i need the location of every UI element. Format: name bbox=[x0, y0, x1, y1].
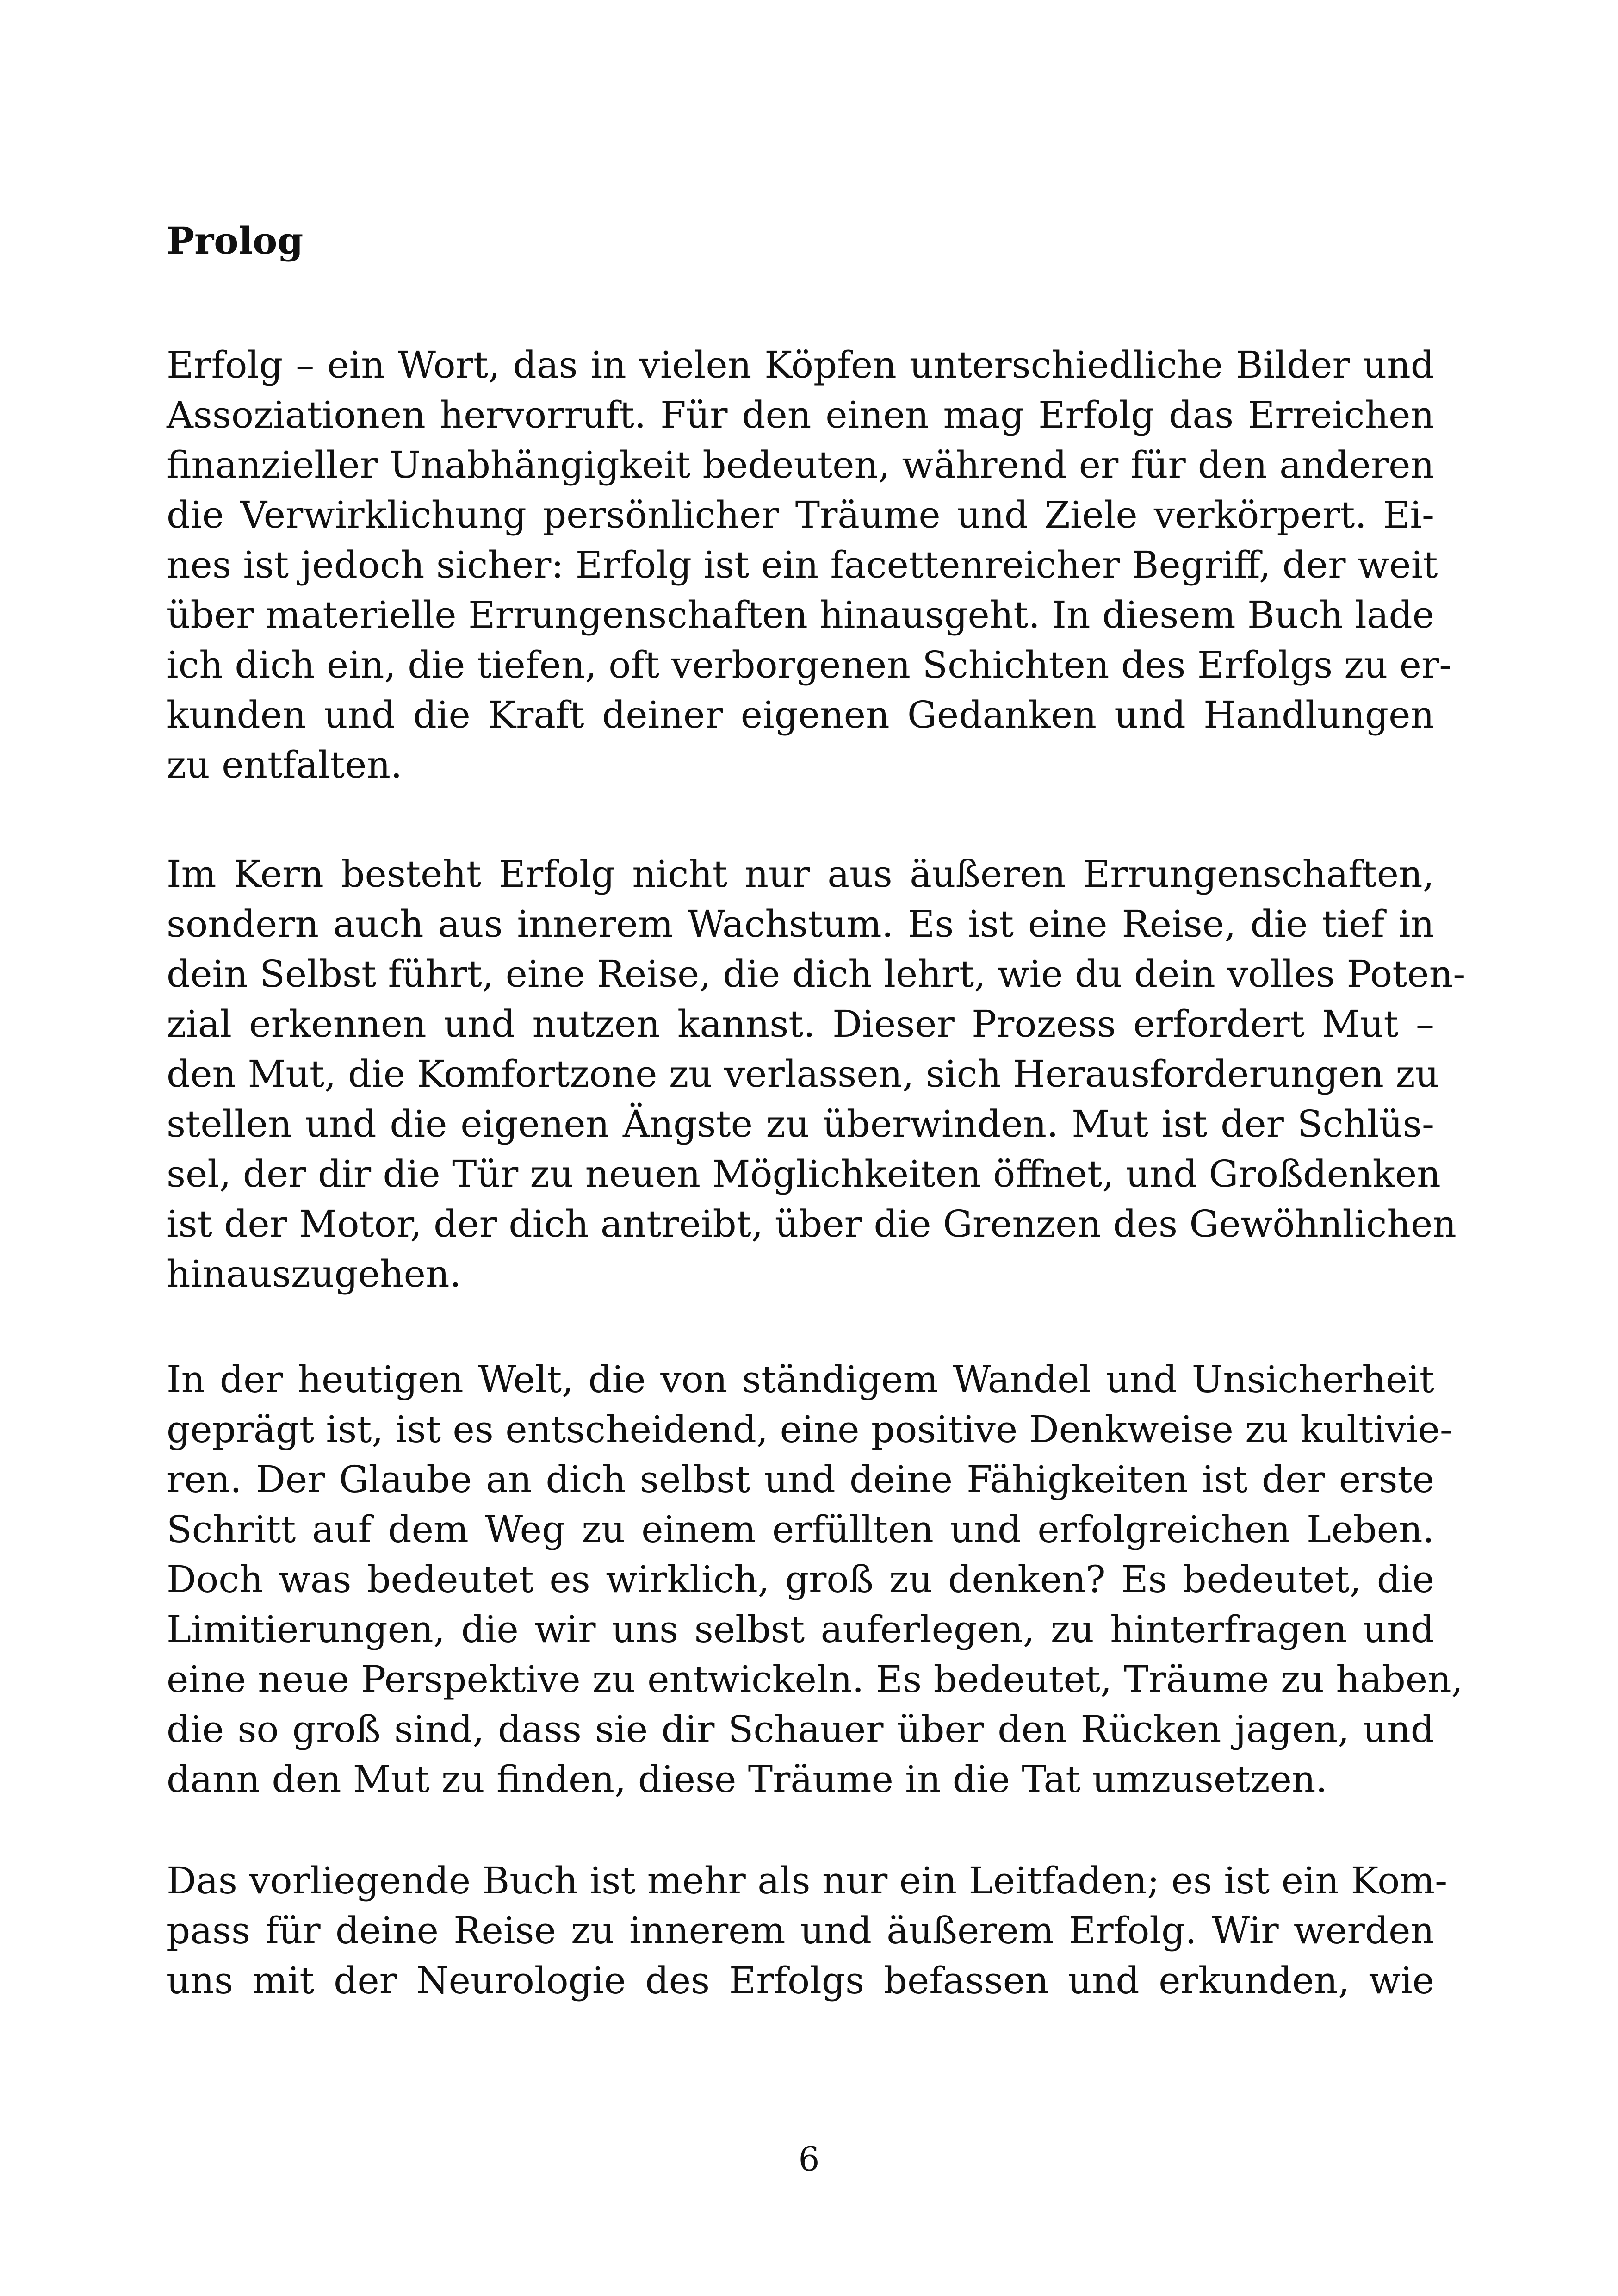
text-line: über materielle Errungenschaften hinausgeht. In diesem Buch lade bbox=[167, 593, 1434, 636]
text-line: pass für deine Reise zu innerem und äußerem Erfolg. Wir werden bbox=[167, 1909, 1434, 1952]
paragraph bbox=[167, 1355, 1463, 1804]
text-line: uns mit der Neurologie des Erfolgs befassen und erkunden, wie bbox=[167, 1959, 1434, 2002]
text-line: den Mut, die Komfortzone zu verlassen, sich Herausforderungen zu bbox=[167, 1052, 1439, 1095]
text-line: ich dich ein, die tiefen, oft verborgenen Schichten des Erfolgs zu er- bbox=[167, 643, 1452, 686]
text-line: Doch was bedeutet es wirklich, groß zu denken? Es bedeutet, die bbox=[167, 1558, 1434, 1601]
text-line: Im Kern besteht Erfolg nicht nur aus äußeren Errungenschaften, bbox=[167, 852, 1434, 896]
chapter-heading: Prolog bbox=[167, 219, 304, 262]
text-line: hinauszugehen. bbox=[167, 1252, 461, 1295]
paragraph bbox=[167, 849, 1466, 1299]
text-line: Erfolg – ein Wort, das in vielen Köpfen unterschiedliche Bilder und bbox=[167, 343, 1434, 386]
text-line: dein Selbst führt, eine Reise, die dich lehrt, wie du dein volles Poten- bbox=[167, 952, 1466, 996]
page-number: 6 bbox=[798, 2140, 820, 2178]
text-line: kunden und die Kraft deiner eigenen Gedanken und Handlungen bbox=[167, 693, 1434, 736]
text-line: Limitierungen, die wir uns selbst auferlegen, zu hinterfragen und bbox=[167, 1608, 1434, 1651]
paragraph bbox=[167, 1856, 1448, 2006]
text-line: zu entfalten. bbox=[167, 743, 403, 786]
text-line: nes ist jedoch sicher: Erfolg ist ein facettenreicher Begriff, der weit bbox=[167, 543, 1438, 586]
text-line: ist der Motor, der dich antreibt, über die Grenzen des Gewöhnlichen bbox=[167, 1202, 1457, 1245]
text-line: Das vorliegende Buch ist mehr als nur ein Leitfaden; es ist ein Kom- bbox=[167, 1859, 1448, 1902]
text-line: geprägt ist, ist es entscheidend, eine positive Denkweise zu kultivie- bbox=[167, 1408, 1452, 1451]
text-line: finanzieller Unabhängigkeit bedeuten, während er für den anderen bbox=[167, 443, 1434, 486]
text-line: die so groß sind, dass sie dir Schauer über den Rücken jagen, und bbox=[167, 1708, 1434, 1751]
text-line: Schritt auf dem Weg zu einem erfüllten und erfolgreichen Leben. bbox=[167, 1508, 1434, 1551]
text-line: sondern auch aus innerem Wachstum. Es ist eine Reise, die tief in bbox=[167, 902, 1434, 946]
text-line: In der heutigen Welt, die von ständigem Wandel und Unsicherheit bbox=[167, 1358, 1434, 1401]
text-line: eine neue Perspektive zu entwickeln. Es bedeutet, Träume zu haben, bbox=[167, 1658, 1463, 1701]
text-line: Assoziationen hervorruft. Für den einen mag Erfolg das Erreichen bbox=[167, 393, 1434, 436]
text-line: zial erkennen und nutzen kannst. Dieser Prozess erfordert Mut – bbox=[167, 1002, 1434, 1045]
text-line: sel, der dir die Tür zu neuen Möglichkeiten öffnet, und Großdenken bbox=[167, 1152, 1441, 1195]
text-line: ren. Der Glaube an dich selbst und deine Fähigkeiten ist der erste bbox=[167, 1458, 1434, 1501]
paragraph bbox=[167, 340, 1452, 790]
text-line: dann den Mut zu finden, diese Träume in die Tat umzusetzen. bbox=[167, 1758, 1327, 1801]
text-line: stellen und die eigenen Ängste zu überwinden. Mut ist der Schlüs- bbox=[167, 1102, 1434, 1145]
text-line: die Verwirklichung persönlicher Träume und Ziele verkörpert. Ei- bbox=[167, 493, 1434, 536]
